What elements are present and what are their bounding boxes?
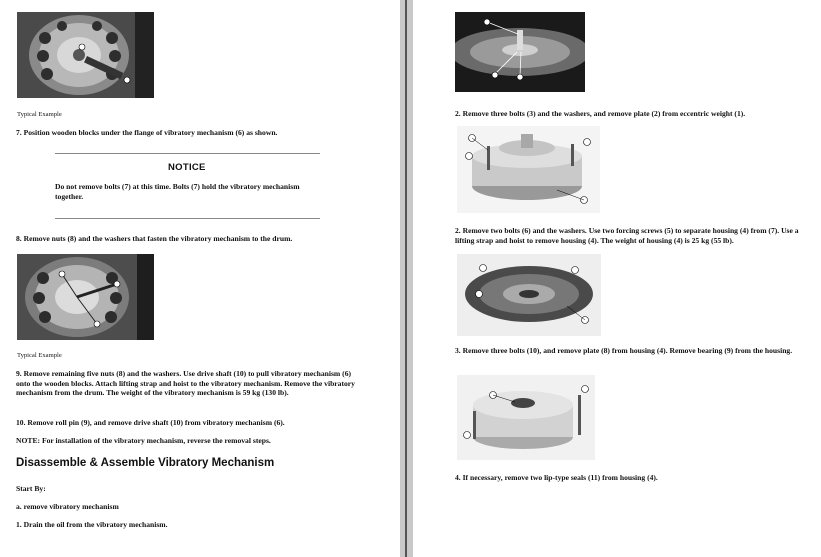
photo-lip-type-seals xyxy=(457,375,595,460)
page-gutter-line xyxy=(405,0,407,557)
notice-rule-top xyxy=(55,153,320,154)
installation-note xyxy=(16,436,386,446)
step-9: 9. Remove remaining five nuts (8) and the washers. Use drive shaft (10) to pull vibratory mechanism (6) onto the wooden blocks. Attach lifting strap and hoist to the vibratory mechanism. Remove the vibratory mechanism from the drum. The weight of the vibratory mechanism is 59 kg (130 lb). xyxy=(16,369,355,398)
note-label: NOTE: xyxy=(16,436,41,445)
section-title: Disassemble & Assemble Vibratory Mechanism xyxy=(16,457,275,469)
photo-eccentric-weight-plate xyxy=(455,12,585,92)
notice-body: Do not remove bolts (7) at this time. Bolts (7) hold the vibratory mechanism together. xyxy=(55,182,300,201)
right-page xyxy=(413,0,821,557)
step-3: 3. Remove three bolts (10), and remove plate (8) from housing (4). Remove bearing (9) from the housing. xyxy=(455,346,793,355)
photo-housing-bolts xyxy=(457,126,600,213)
note-text: For installation of the vibratory mechanism, reverse the removal steps. xyxy=(40,436,271,445)
start-by-label: Start By: xyxy=(16,484,46,493)
start-by-item-a: a. remove vibratory mechanism xyxy=(16,502,119,511)
notice-rule-bottom xyxy=(55,218,320,219)
step-10: 10. Remove roll pin (9), and remove drive shaft (10) from vibratory mechanism (6). xyxy=(16,418,285,427)
step-7: 7. Position wooden blocks under the flange of vibratory mechanism (6) as shown. xyxy=(16,128,278,137)
notice-title: NOTICE xyxy=(168,162,206,173)
photo-housing-plate-bearing xyxy=(457,254,601,336)
caption-typical-example-1: Typical Example xyxy=(17,111,62,118)
step-2-housing: 2. Remove two bolts (6) and the washers. Use two forcing screws (5) to separate housing (4) from (7). Use a lifting strap and hoist to remove housing (4). The weight of housing (4) is 25 kg (55 lb). xyxy=(455,226,799,245)
caption-typical-example-2: Typical Example xyxy=(17,352,62,359)
left-page xyxy=(0,0,400,557)
photo-drive-shaft-nuts xyxy=(17,254,154,340)
photo-vibratory-mechanism-bolts xyxy=(17,12,154,98)
step-4: 4. If necessary, remove two lip-type seals (11) from housing (4). xyxy=(455,473,658,482)
step-2-plate: 2. Remove three bolts (3) and the washers, and remove plate (2) from eccentric weight (1). xyxy=(455,109,746,118)
step-1: 1. Drain the oil from the vibratory mechanism. xyxy=(16,520,168,529)
step-8: 8. Remove nuts (8) and the washers that fasten the vibratory mechanism to the drum. xyxy=(16,234,293,243)
